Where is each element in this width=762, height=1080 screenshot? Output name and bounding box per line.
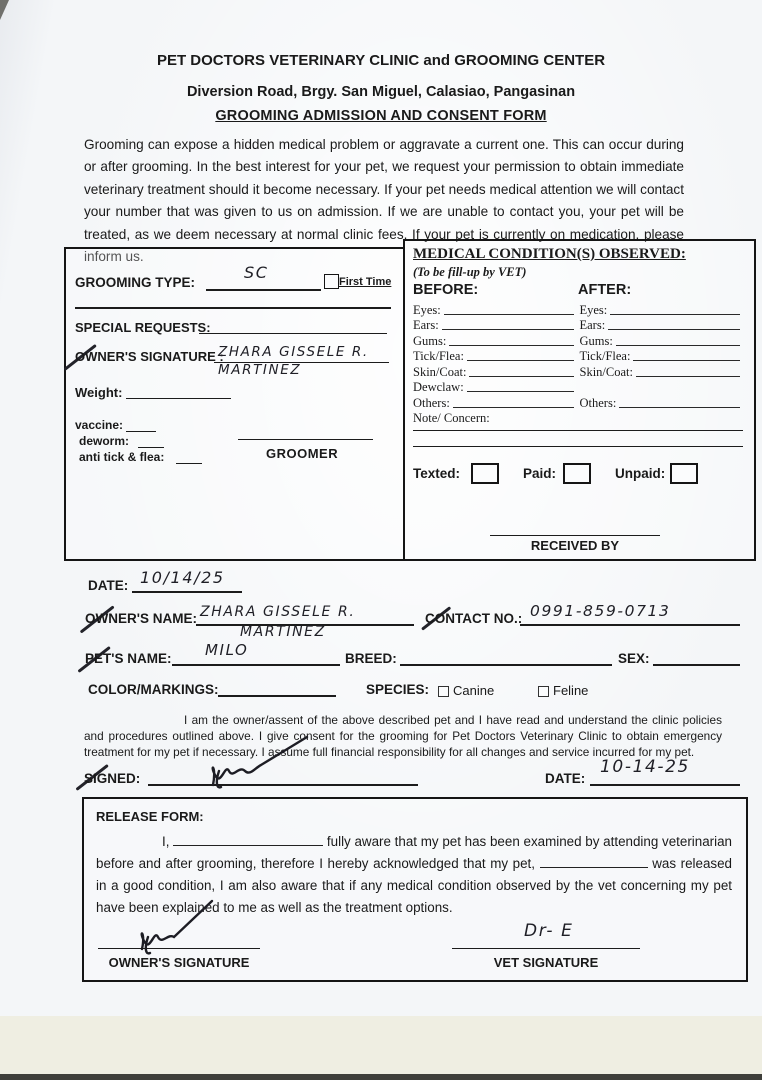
after-row-field[interactable] xyxy=(636,376,740,377)
after-column-header: AFTER: xyxy=(578,282,632,298)
scanner-background-band xyxy=(0,1016,762,1074)
medical-box-subtitle: (To be fill-up by VET) xyxy=(413,265,527,279)
before-row-field[interactable] xyxy=(444,314,574,315)
color-markings-field[interactable] xyxy=(218,681,336,697)
before-row-field[interactable] xyxy=(469,376,573,377)
special-requests-label: SPECIAL REQUESTS: xyxy=(75,320,211,335)
signed-date-value: 10-14-25 xyxy=(600,757,690,777)
weight-label: Weight: xyxy=(75,385,123,400)
before-row-field[interactable] xyxy=(449,345,573,346)
breed-field[interactable] xyxy=(400,650,612,666)
medical-row xyxy=(413,332,746,348)
signed-date-label: DATE: xyxy=(545,771,586,786)
medical-row xyxy=(413,363,746,379)
medical-row xyxy=(413,301,746,317)
form-title: GROOMING ADMISSION AND CONSENT FORM xyxy=(215,108,547,124)
release-text-1: I, xyxy=(162,834,170,849)
paid-checkbox[interactable] xyxy=(563,463,591,484)
date-label: DATE: xyxy=(88,578,129,593)
owners-signature-value-line1: ZHARA GISSELE R. xyxy=(218,344,369,360)
clinic-address: Diversion Road, Brgy. San Miguel, Calasiao, Pangasinan xyxy=(186,84,576,100)
feline-label: Feline xyxy=(553,683,589,698)
after-row-label: Ears: xyxy=(579,318,606,332)
texted-checkbox[interactable] xyxy=(471,463,499,484)
received-by-field[interactable] xyxy=(490,521,660,536)
release-text-2: fully aware that my pet has been examined by attending veterinarian before and after grooming, therefore I hereby acknowledged that my pet, xyxy=(96,834,732,871)
note-field-line1[interactable] xyxy=(413,416,743,431)
pets-name-value: MILO xyxy=(205,641,249,659)
before-row-field[interactable] xyxy=(467,391,574,392)
special-requests-field[interactable] xyxy=(199,319,387,334)
release-name-field[interactable] xyxy=(173,833,323,846)
consent-paragraph: I am the owner/assent of the above described pet and I have read and understand the clinic policies and procedures outlined above. I give consent for the grooming for Pet Doctors Veterinary Clinic to obtain emergency treatment for my pet if necessary. I assume full financial responsibility for all changes and service incurred for my pet. xyxy=(84,713,722,760)
release-text-3: was released in a good condition, I am also aware that if any medical condition observed by the vet concerning my pet have been explained to me as well as the treatment options. xyxy=(96,856,732,915)
intro-paragraph: Grooming can expose a hidden medical problem or aggravate a current one. This can occur during or after grooming. In the best interest for your pet, we request your permission to obtain immediate veterinary treatment should it become necessary. If your pet needs medical attention we will contact your number that was given to us on admission. If we are unable to contact you, your pet will be treated, as we deem necessary at normal clinic fees. If your pet is currently on medication, please inform us. xyxy=(84,137,684,265)
before-column-header: BEFORE: xyxy=(413,282,479,298)
before-row-label: Gums: xyxy=(413,333,447,348)
after-row-field[interactable] xyxy=(616,345,740,346)
after-row-label: Gums: xyxy=(579,333,613,348)
before-row-label: Skin/Coat: xyxy=(413,364,467,379)
deworm-field[interactable] xyxy=(138,433,164,448)
deworm-label: deworm: xyxy=(79,434,130,448)
medical-row xyxy=(413,317,746,333)
before-row-field[interactable] xyxy=(442,329,574,330)
scan-corner-artifact xyxy=(0,0,9,20)
vet-signature-label: VET SIGNATURE xyxy=(493,955,599,970)
scanner-edge-strip xyxy=(0,1074,762,1080)
medical-conditions-box xyxy=(403,239,756,561)
color-markings-label: COLOR/MARKINGS: xyxy=(88,682,219,697)
paid-label: Paid: xyxy=(523,466,557,481)
vaccine-field[interactable] xyxy=(126,417,156,432)
owners-name-label: OWNER'S NAME: xyxy=(85,611,197,626)
feline-checkbox[interactable] xyxy=(538,686,549,697)
before-row-label: Tick/Flea: xyxy=(413,349,464,363)
medical-box-title: MEDICAL CONDITION(S) OBSERVED: xyxy=(413,246,686,262)
first-time-checkbox[interactable] xyxy=(324,274,339,289)
clinic-name: PET DOCTORS VETERINARY CLINIC and GROOMING CENTER xyxy=(156,52,606,69)
grooming-box xyxy=(64,247,405,561)
before-row-label: Dewclaw: xyxy=(413,380,464,394)
species-label: SPECIES: xyxy=(366,682,430,697)
owner-signature-field[interactable] xyxy=(98,934,260,949)
after-row-field[interactable] xyxy=(608,329,740,330)
weight-field[interactable] xyxy=(126,384,231,399)
texted-label: Texted: xyxy=(413,466,461,481)
signed-label: SIGNED: xyxy=(84,771,141,786)
after-row-label: Eyes: xyxy=(579,302,608,317)
note-concern-label: Note/ Concern: xyxy=(413,411,490,425)
release-form-box xyxy=(82,797,748,982)
owner-signature-label: OWNER'S SIGNATURE xyxy=(108,955,250,970)
after-row-label: Skin/Coat: xyxy=(579,364,633,379)
unpaid-label: Unpaid: xyxy=(615,466,666,481)
date-value: 10/14/25 xyxy=(140,568,225,587)
before-row-label: Eyes: xyxy=(413,302,441,317)
vaccine-label: vaccine: xyxy=(75,418,124,432)
after-row-field[interactable] xyxy=(619,407,740,408)
canine-checkbox[interactable] xyxy=(438,686,449,697)
contact-no-value: 0991-859-0713 xyxy=(530,602,671,620)
anti-tick-flea-field[interactable] xyxy=(176,449,202,464)
after-row-label: Tick/Flea: xyxy=(579,349,631,363)
before-row-field[interactable] xyxy=(467,360,574,361)
groomer-field[interactable] xyxy=(238,425,373,440)
vet-signature-value: Dr- E xyxy=(524,921,574,941)
canine-label: Canine xyxy=(453,683,495,698)
owners-signature-value-line2: MARTINEZ xyxy=(218,362,302,378)
before-row-label: Others: xyxy=(413,395,450,410)
medical-rows xyxy=(405,301,746,410)
release-pet-field[interactable] xyxy=(540,855,648,868)
first-time-label: First Time xyxy=(339,276,392,288)
contact-no-label: CONTACT NO.: xyxy=(425,611,523,626)
pets-name-label: PET'S NAME: xyxy=(85,651,172,666)
after-row-label: Others: xyxy=(579,395,617,410)
vet-signature-field[interactable] xyxy=(452,934,640,949)
owner-signature-mark xyxy=(195,735,325,790)
unpaid-checkbox[interactable] xyxy=(670,463,698,484)
before-row-label: Ears: xyxy=(413,318,439,332)
pets-name-field[interactable] xyxy=(172,650,340,666)
anti-tick-flea-label: anti tick & flea: xyxy=(79,450,165,464)
before-row-field[interactable] xyxy=(453,407,574,408)
after-row-field[interactable] xyxy=(633,360,740,361)
groomer-label: GROOMER xyxy=(266,446,339,461)
sex-field[interactable] xyxy=(653,650,740,666)
after-row-field[interactable] xyxy=(610,314,740,315)
release-form-title: RELEASE FORM: xyxy=(96,809,204,824)
medical-row xyxy=(413,348,746,364)
breed-label: BREED: xyxy=(345,651,397,666)
owners-name-value-line2: MARTINEZ xyxy=(240,624,326,640)
medical-row xyxy=(413,394,746,410)
received-by-label: RECEIVED BY xyxy=(530,538,620,553)
sex-label: SEX: xyxy=(618,651,650,666)
grooming-type-field-2[interactable] xyxy=(75,293,391,309)
note-field-line2[interactable] xyxy=(413,432,743,447)
owners-signature-label: OWNER'S SIGNATURE : xyxy=(75,349,224,364)
owners-name-value-line1: ZHARA GISSELE R. xyxy=(200,604,356,620)
medical-row xyxy=(413,379,746,395)
grooming-type-value: SC xyxy=(244,263,269,282)
grooming-type-label: GROOMING TYPE: xyxy=(75,275,196,290)
